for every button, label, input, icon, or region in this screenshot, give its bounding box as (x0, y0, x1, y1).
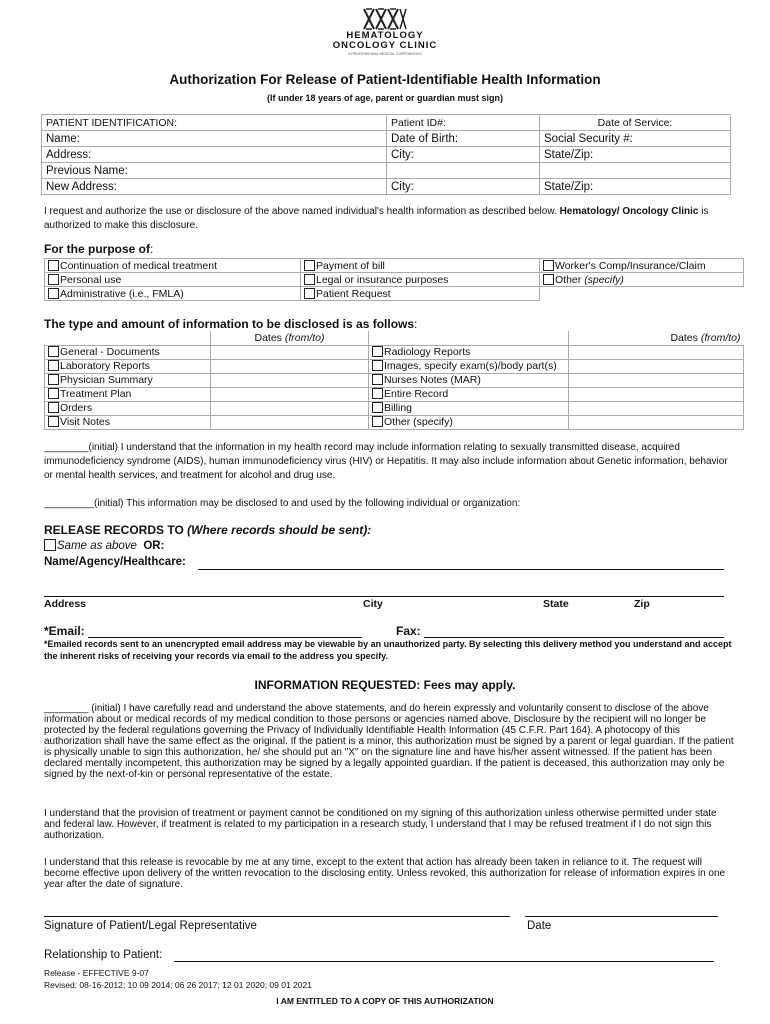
relationship-line[interactable] (174, 961, 714, 962)
new-address-field[interactable]: New Address: (42, 179, 387, 195)
same-as-above-option[interactable] (44, 539, 164, 552)
clinic-logo (325, 8, 445, 66)
initial-sensitive-info: ________(initial) I understand that the information in my health record may include information relating to sexually transmitted disease, acquired immunodeficiency syndrome (AIDS), human immunodeficiency virus (HIV) or Hepatitis. It may also include information about Genetic information, behavior or mental health services, and treatment for alcohol and drug use. (44, 442, 728, 481)
purpose-option[interactable] (301, 287, 540, 301)
checkbox[interactable] (543, 260, 554, 271)
purpose-heading-text: For the purpose of (44, 242, 150, 256)
signature-label: Signature of Patient/Legal Representative (44, 920, 257, 932)
checkbox[interactable] (304, 274, 315, 285)
release-heading-italic: (Where records should be sent): (187, 523, 372, 537)
same-as-above-label: Same as above (57, 540, 137, 552)
release-heading-text: RELEASE RECORDS TO (44, 523, 184, 537)
purpose-option[interactable] (540, 273, 744, 287)
previous-name-field[interactable]: Previous Name: (42, 163, 387, 179)
empty-cell (540, 287, 744, 301)
intro-end: is authorized to make this disclosure. (44, 206, 709, 231)
name-field[interactable]: Name: (42, 131, 387, 147)
relationship-label: Relationship to Patient: (44, 949, 163, 961)
dates-field[interactable] (569, 415, 744, 429)
type-option[interactable] (369, 373, 569, 387)
purpose-table (44, 258, 744, 301)
checkbox[interactable] (372, 388, 383, 399)
intro-text: I request and authorize the use or disclosure of the above named individual's health information as described below. (44, 206, 557, 217)
purpose-label: Worker's Comp/Insurance/Claim (555, 259, 706, 272)
city-field[interactable]: City: (387, 147, 540, 163)
release-effective: Release - EFFECTIVE 9-07 (44, 968, 149, 978)
date-label: Date (527, 920, 552, 932)
date-line[interactable] (525, 916, 718, 917)
type-option[interactable] (45, 401, 211, 415)
purpose-option[interactable] (301, 273, 540, 287)
state-zip2-field[interactable]: State/Zip: (540, 179, 731, 195)
patient-identification-heading: PATIENT IDENTIFICATION: (42, 115, 387, 131)
checkbox[interactable] (304, 288, 315, 299)
checkbox[interactable] (48, 402, 59, 413)
consent-paragraph: ________ (initial) I have carefully read and understand the above statements, and do herein expressly and voluntarily consent to disclose of the above information about or medical records of my medical condition to those persons or agencies named above. Disclosure by the recipient will no longer be protected by the federal regulations governing the Privacy of Individually Identifiable Health Information (45 C.F.R. Part 164). A photocopy of this authorization shall have the same effect as the original. If the patient is a minor, this authorization must be signed by a parent or legal guardian. If the patient is physically unable to sign this authorization, he/ she should put an "X" on the signature line and have his/her assent witnessed. If the patient has been declared mentally incompetent, this authorization may be signed by a legally appointed guardian. If the patient is deceased, this authorization may only be signed by the next-of-kin or personal representative of the estate. (44, 703, 734, 780)
patient-identification-table (41, 114, 731, 195)
release-heading (44, 523, 371, 537)
patient-id-field[interactable]: Patient ID#: (387, 115, 540, 131)
checkbox[interactable] (48, 346, 59, 357)
date-of-service-field[interactable]: Date of Service: (540, 115, 731, 131)
purpose-specify: (specify) (584, 273, 624, 286)
dates-header-left (211, 331, 369, 345)
type-label: Laboratory Reports (60, 360, 150, 372)
ssn-field[interactable]: Social Security #: (540, 131, 731, 147)
purpose-option[interactable] (45, 273, 301, 287)
type-label: Treatment Plan (60, 388, 132, 400)
checkbox[interactable] (372, 374, 383, 385)
type-label: Physician Summary (60, 374, 153, 386)
dates-field[interactable] (569, 345, 744, 359)
purpose-heading (44, 242, 153, 256)
dates-field[interactable] (211, 401, 369, 415)
purpose-colon: : (150, 242, 154, 256)
checkbox[interactable] (543, 274, 554, 285)
signature-line[interactable] (44, 916, 510, 917)
purpose-label: Continuation of medical treatment (60, 259, 218, 272)
type-table (44, 331, 744, 430)
checkbox[interactable] (304, 260, 315, 271)
type-option[interactable] (45, 345, 211, 359)
initial-disclose-to: _________(initial) This information may be disclosed to and used by the following individual or organization: (44, 498, 521, 509)
type-label: Images, specify exam(s)/body part(s) (384, 360, 557, 372)
dates-field[interactable] (211, 373, 369, 387)
checkbox[interactable] (372, 402, 383, 413)
empty-cell (540, 163, 731, 179)
dates-field[interactable] (211, 345, 369, 359)
type-option[interactable] (369, 359, 569, 373)
copy-entitlement: I AM ENTITLED TO A COPY OF THIS AUTHORIZATION (276, 996, 494, 1006)
purpose-label: Administrative (i.e., FMLA) (60, 287, 184, 300)
empty-cell (45, 331, 211, 345)
checkbox[interactable] (48, 374, 59, 385)
intro-paragraph (44, 205, 734, 233)
city2-field[interactable]: City: (387, 179, 540, 195)
purpose-option[interactable] (301, 259, 540, 273)
address-label: Address (44, 598, 87, 610)
dates-label: Dates (670, 331, 698, 344)
empty-cell (387, 163, 540, 179)
purpose-option[interactable] (540, 259, 744, 273)
checkbox[interactable] (48, 260, 59, 271)
logo-tagline: A PROFESSIONAL MEDICAL CORPORATION (348, 52, 422, 56)
type-label: General - Documents (60, 346, 160, 358)
dna-logo-icon (362, 8, 408, 30)
type-label: Visit Notes (60, 416, 110, 428)
type-option[interactable] (369, 415, 569, 429)
intro-clinic-name: Hematology/ Oncology Clinic (559, 206, 699, 217)
purpose-label: Payment of bill (316, 259, 385, 272)
dates-italic: (from/to) (284, 331, 325, 344)
type-option[interactable] (369, 387, 569, 401)
dates-italic: (from/to) (700, 331, 741, 344)
purpose-label: Legal or insurance purposes (316, 273, 449, 286)
email-label: *Email: (44, 624, 85, 638)
dates-field[interactable] (211, 387, 369, 401)
checkbox[interactable] (372, 416, 383, 427)
checkbox[interactable] (44, 539, 56, 551)
checkbox[interactable] (372, 360, 383, 371)
dates-header-right (569, 331, 744, 345)
type-option[interactable] (45, 359, 211, 373)
checkbox[interactable] (48, 288, 59, 299)
purpose-option[interactable] (45, 259, 301, 273)
dates-field[interactable] (569, 387, 744, 401)
type-option[interactable] (45, 373, 211, 387)
dates-field[interactable] (569, 401, 744, 415)
checkbox[interactable] (372, 346, 383, 357)
type-option[interactable] (45, 415, 211, 429)
logo-line2: ONCOLOGY CLINIC (332, 40, 438, 51)
or-label: OR: (143, 540, 165, 552)
dates-field[interactable] (211, 359, 369, 373)
purpose-option[interactable] (45, 287, 301, 301)
checkbox[interactable] (48, 416, 59, 427)
state-zip-field[interactable]: State/Zip: (540, 147, 731, 163)
type-option[interactable] (45, 387, 211, 401)
revised-dates: Revised: 08-16-2012; 10 09 2014; 06 26 2017; 12 01 2020; 09 01 2021 (44, 980, 312, 990)
purpose-label: Patient Request (316, 287, 391, 300)
information-requested-heading: INFORMATION REQUESTED: Fees may apply. (254, 678, 516, 692)
type-heading (44, 317, 417, 331)
dates-field[interactable] (569, 359, 744, 373)
city-label: City (363, 598, 383, 610)
dates-field[interactable] (211, 415, 369, 429)
address-field[interactable]: Address: (42, 147, 387, 163)
type-heading-text: The type and amount of information to be disclosed is as follows (44, 317, 415, 331)
type-option[interactable] (369, 401, 569, 415)
type-label: Nurses Notes (MAR) (384, 374, 481, 386)
address-line[interactable] (44, 596, 724, 597)
name-agency-line[interactable] (198, 569, 724, 570)
type-label: Orders (60, 402, 93, 414)
checkbox[interactable] (48, 360, 59, 371)
logo-line1: HEMATOLOGY (346, 30, 424, 41)
empty-cell (369, 331, 569, 345)
type-label: Billing (384, 402, 413, 414)
type-label: Entire Record (384, 388, 449, 400)
purpose-label: Other (555, 273, 582, 286)
dates-field[interactable] (569, 373, 744, 387)
type-option[interactable] (369, 345, 569, 359)
form-subtitle: (If under 18 years of age, parent or guardian must sign) (266, 93, 504, 103)
zip-label: Zip (634, 598, 650, 610)
checkbox[interactable] (48, 274, 59, 285)
treatment-condition-paragraph: I understand that the provision of treatment or payment cannot be conditioned on my signing of this authorization unless otherwise permitted under state and federal law. However, if treatment is related to my participation in a research study, I understand that I may be refused treatment if I do not sign this authorization. (44, 808, 717, 841)
dob-field[interactable]: Date of Birth: (387, 131, 540, 147)
purpose-label: Personal use (60, 273, 122, 286)
dates-label: Dates (254, 331, 282, 344)
name-agency-label: Name/Agency/Healthcare: (44, 556, 186, 568)
checkbox[interactable] (48, 388, 59, 399)
type-colon: : (414, 317, 418, 331)
state-label: State (543, 598, 569, 610)
type-label: Radiology Reports (384, 346, 471, 358)
form-title: Authorization For Release of Patient-Identifiable Health Information (169, 72, 601, 87)
type-label: Other (specify) (384, 416, 453, 428)
email-warning-note: *Emailed records sent to an unencrypted email address may be viewable by an unauthorized party. By selecting this delivery method you understand and accept the inherent risks of receiving your records via email to the address you specify. (44, 639, 732, 661)
revocation-paragraph: I understand that this release is revocable by me at any time, except to the extent that action has already been taken in reliance to it. The request will become effective upon delivery of the written revocation to the disclosing entity. Unless revoked, this authorization for release of information expires in one year after the date of signature. (44, 857, 726, 890)
fax-label: Fax: (396, 624, 421, 638)
